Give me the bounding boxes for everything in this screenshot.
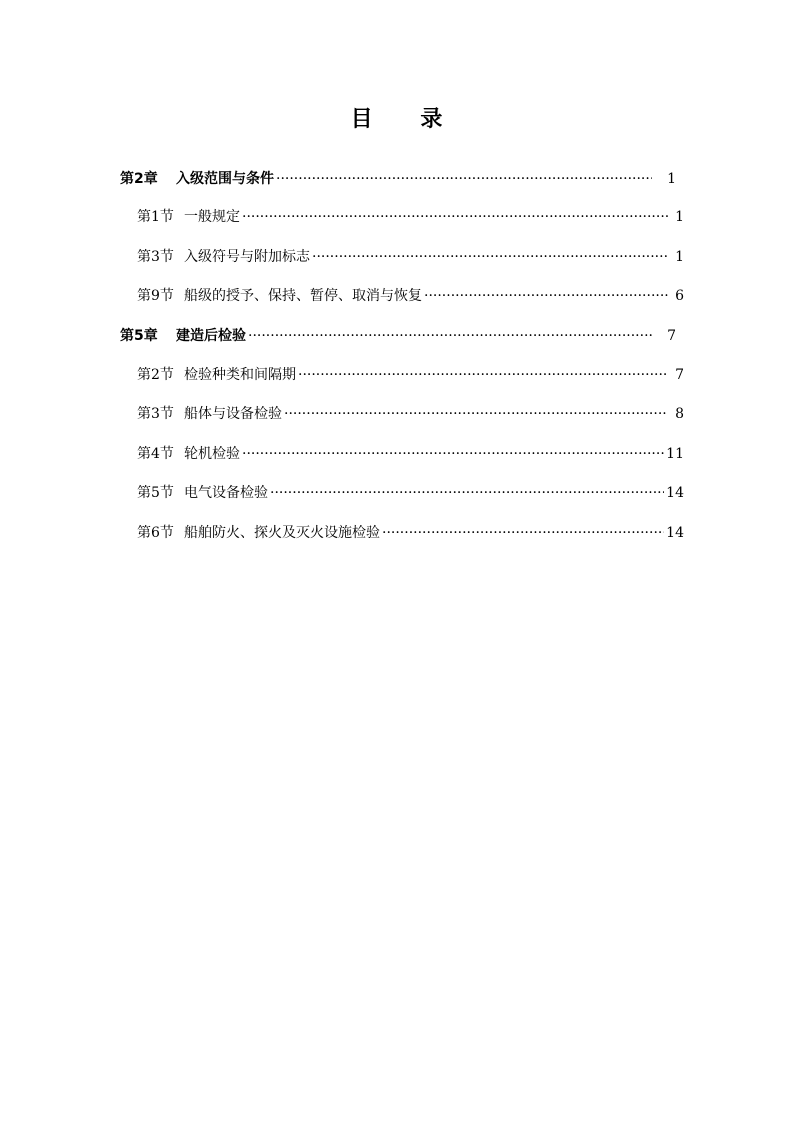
dot-leader	[312, 247, 668, 267]
toc-page-number: 14	[666, 525, 684, 541]
toc-section-entry[interactable]	[137, 207, 684, 227]
toc-section-entry[interactable]	[137, 286, 684, 306]
toc-chapter-number: 第2章	[120, 171, 158, 187]
toc-section-number: 第2节	[137, 367, 174, 383]
toc-entry-title: 入级符号与附加标志	[184, 249, 310, 265]
toc-page-number: 7	[667, 328, 676, 344]
toc-entry-title: 船舶防火、探火及灭火设施检验	[184, 525, 380, 541]
dot-leader	[298, 365, 668, 385]
toc-chapter-entry[interactable]	[120, 169, 676, 189]
toc-page-number: 8	[675, 406, 684, 422]
dot-leader	[242, 207, 668, 227]
dot-leader	[276, 169, 652, 189]
toc-page-number: 1	[667, 171, 676, 187]
toc-section-number: 第4节	[137, 446, 174, 462]
toc-section-number: 第3节	[137, 249, 174, 265]
toc-entry-title: 船级的授予、保持、暂停、取消与恢复	[184, 288, 422, 304]
toc-entry-title: 检验种类和间隔期	[184, 367, 296, 383]
dot-leader	[270, 483, 664, 503]
toc-section-number: 第6节	[137, 525, 174, 541]
dot-leader	[284, 404, 668, 424]
toc-section-entry[interactable]	[137, 483, 684, 503]
toc-page-number: 11	[666, 446, 684, 462]
toc-section-entry[interactable]	[137, 404, 684, 424]
dot-leader	[248, 326, 652, 346]
toc-section-entry[interactable]	[137, 444, 684, 464]
toc-entry-title: 建造后检验	[176, 328, 246, 344]
toc-section-number: 第1节	[137, 209, 174, 225]
toc-section-number: 第5节	[137, 485, 174, 501]
toc-entry-title: 轮机检验	[184, 446, 240, 462]
dot-leader	[382, 523, 664, 543]
toc-section-entry[interactable]	[137, 365, 684, 385]
toc-entry-title: 船体与设备检验	[184, 406, 282, 422]
toc-page-number: 1	[675, 209, 684, 225]
dot-leader	[424, 286, 668, 306]
toc-page-number: 6	[675, 288, 684, 304]
toc-section-number: 第3节	[137, 406, 174, 422]
page-title: 目 录	[350, 107, 463, 132]
toc-page-number: 1	[675, 249, 684, 265]
toc-chapter-entry[interactable]	[120, 326, 676, 346]
dot-leader	[242, 444, 664, 464]
toc-entry-title: 电气设备检验	[184, 485, 268, 501]
toc-entry-title: 入级范围与条件	[176, 171, 274, 187]
toc-page-number: 7	[675, 367, 684, 383]
toc-chapter-number: 第5章	[120, 328, 158, 344]
toc-page-number: 14	[666, 485, 684, 501]
toc-entry-title: 一般规定	[184, 209, 240, 225]
toc-section-entry[interactable]	[137, 523, 684, 543]
toc-section-number: 第9节	[137, 288, 174, 304]
toc-section-entry[interactable]	[137, 247, 684, 267]
